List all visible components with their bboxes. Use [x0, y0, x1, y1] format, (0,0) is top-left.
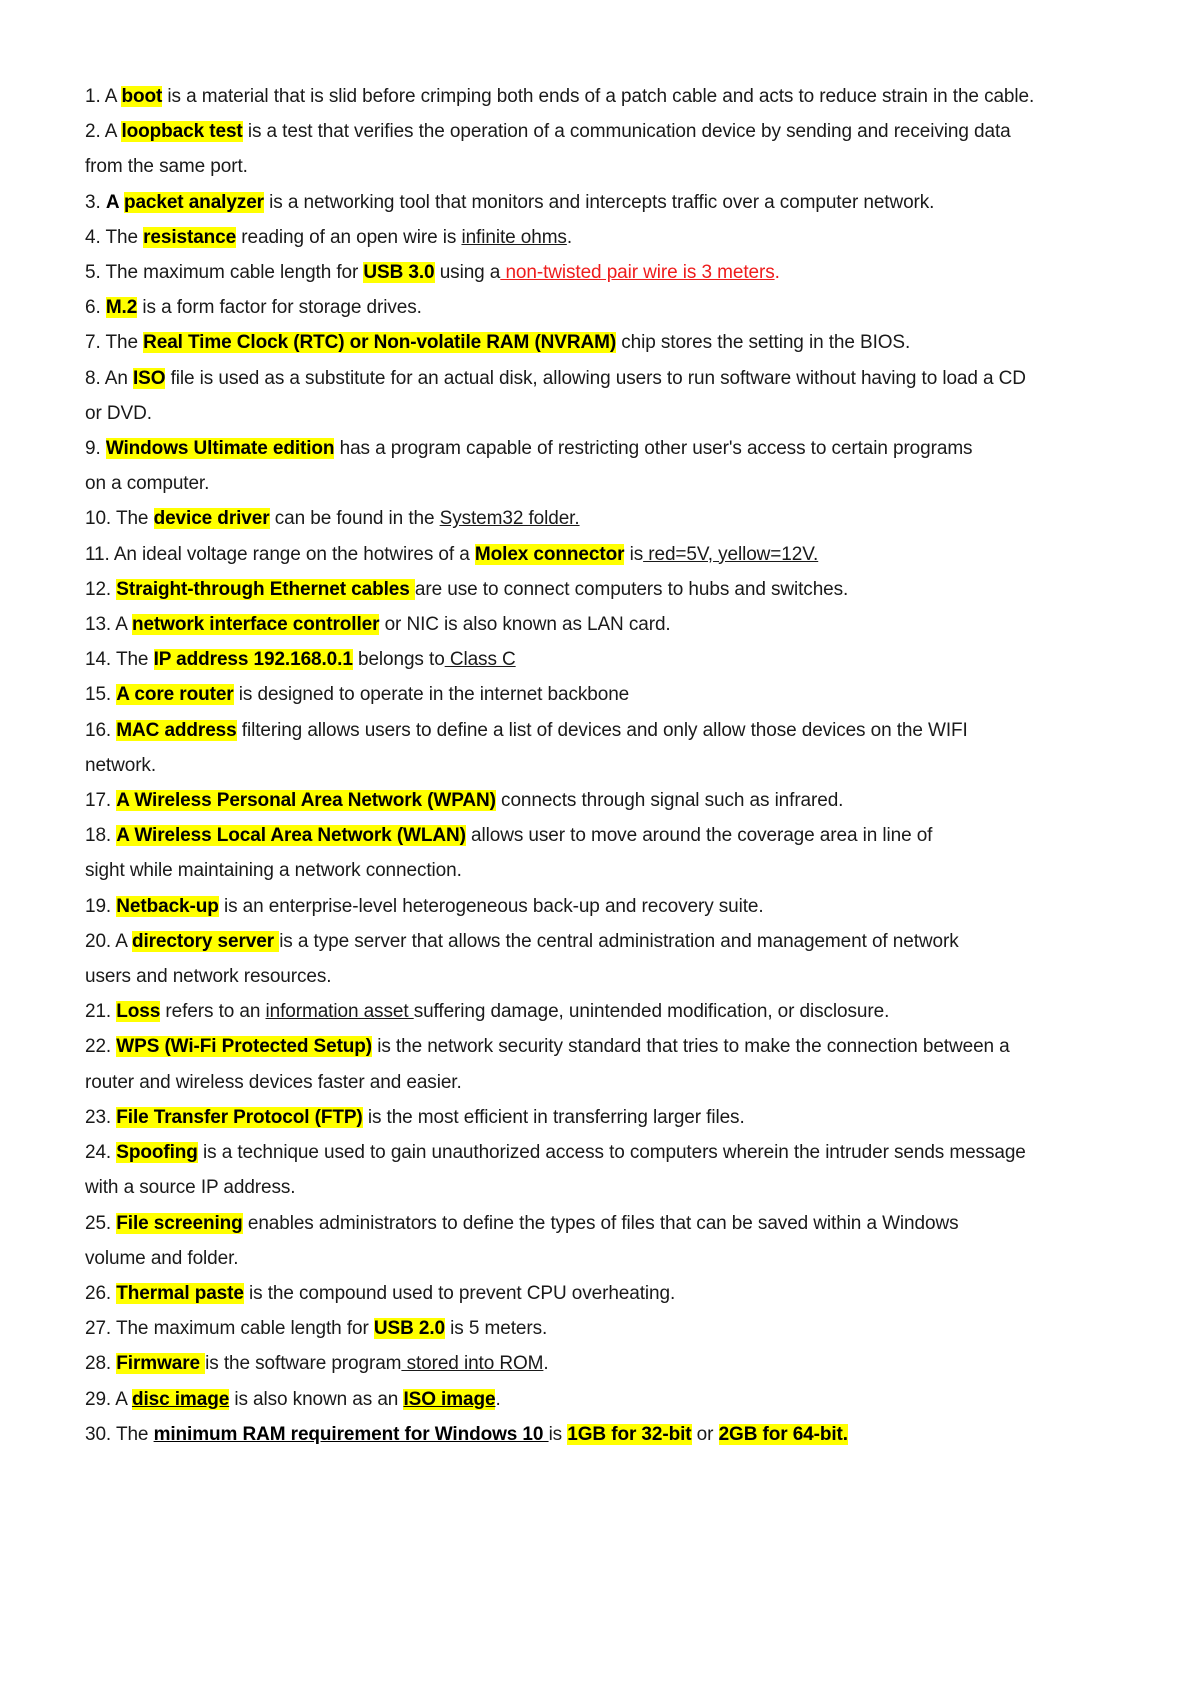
highlighted-term: directory server	[131, 930, 280, 952]
highlighted-term: File Transfer Protocol (FTP)	[116, 1106, 363, 1128]
document-line	[85, 853, 1140, 888]
text-run: is 5 meters.	[445, 1318, 548, 1340]
text-run: stored into ROM	[401, 1353, 544, 1375]
text-run: is the network security standard that tries to make the connection between a	[372, 1036, 1010, 1058]
text-run: information asset	[265, 1001, 414, 1023]
text-run: is an enterprise-level heterogeneous back-up and recovery suite.	[218, 895, 764, 917]
text-run: with a source IP address.	[85, 1177, 296, 1199]
text-run: 30. The	[85, 1423, 154, 1445]
highlighted-term: loopback test	[121, 121, 243, 143]
document-line	[85, 1276, 1140, 1311]
text-run: .	[543, 1353, 549, 1375]
text-run: network.	[85, 754, 157, 776]
text-run: allows user to move around the coverage area in line of	[465, 825, 933, 847]
highlighted-term: device driver	[153, 508, 270, 530]
document-line	[85, 1206, 1140, 1241]
document-line	[85, 677, 1140, 712]
text-run: volume and folder.	[85, 1247, 239, 1269]
text-run: 11. An ideal voltage range on the hotwires of a	[85, 543, 475, 565]
text-run: 1. A	[85, 86, 122, 107]
text-run: 26.	[85, 1282, 117, 1304]
document-line	[85, 79, 1140, 114]
text-run: using a	[434, 262, 501, 284]
text-run: 3.	[85, 191, 106, 213]
text-run: 28.	[85, 1353, 117, 1375]
text-run: 23.	[85, 1106, 117, 1128]
text-run: is	[548, 1423, 568, 1445]
text-run: 4. The	[85, 226, 144, 248]
document-line	[85, 1029, 1140, 1064]
text-run: 20. A	[85, 930, 132, 952]
text-run: .	[774, 262, 780, 284]
document-line	[85, 325, 1140, 360]
document-line	[85, 466, 1140, 501]
document-line	[85, 501, 1140, 536]
document-line	[85, 642, 1140, 677]
text-run: 8. An	[85, 367, 133, 389]
document-line	[85, 361, 1140, 396]
highlighted-term: Straight-through Ethernet cables	[116, 578, 415, 600]
text-run: 16.	[85, 719, 117, 741]
text-run: is the compound used to prevent CPU overheating.	[243, 1282, 676, 1304]
highlighted-term: ISO	[133, 367, 166, 389]
text-run: file is used as a substitute for an actual disk, allowing users to run software without having to load a CD	[165, 367, 1026, 389]
text-run: is a material that is slid before crimping both ends of a patch cable and acts to reduce strain in the cable.	[162, 86, 1035, 107]
highlighted-term: M.2	[105, 297, 138, 319]
text-run: has a program capable of restricting other user's access to certain programs	[334, 438, 973, 460]
highlighted-term: USB 3.0	[363, 262, 435, 284]
text-run: chip stores the setting in the BIOS.	[616, 332, 911, 354]
highlighted-term: Thermal paste	[116, 1282, 244, 1304]
text-run: is designed to operate in the internet backbone	[233, 684, 630, 706]
highlighted-term: resistance	[143, 226, 237, 248]
text-run: connects through signal such as infrared.	[495, 790, 844, 812]
highlighted-term: IP address 192.168.0.1	[153, 649, 353, 671]
document-line	[85, 114, 1140, 149]
text-run: A	[105, 191, 124, 213]
text-run: 10. The	[85, 508, 154, 530]
text-run: can be found in the	[269, 508, 440, 530]
highlighted-term: Spoofing	[116, 1142, 198, 1164]
document-line	[85, 1311, 1140, 1346]
text-run: are use to connect computers to hubs and switches.	[414, 578, 849, 600]
text-run: .	[495, 1388, 501, 1410]
text-run: users and network resources.	[85, 966, 332, 988]
highlighted-term: A Wireless Local Area Network (WLAN)	[116, 825, 466, 847]
text-run: red=5V, yellow=12V.	[643, 543, 819, 565]
text-run: non-twisted pair wire is 3 meters	[500, 262, 775, 284]
highlighted-term: Real Time Clock (RTC) or Non-volatile RAM (NVRAM)	[143, 332, 617, 354]
document-line	[85, 220, 1140, 255]
text-run: enables administrators to define the types of files that can be saved within a Windows	[242, 1212, 959, 1234]
highlighted-term: WPS (Wi-Fi Protected Setup)	[116, 1036, 373, 1058]
document-line	[85, 1170, 1140, 1205]
text-run: suffering damage, unintended modification, or disclosure.	[413, 1001, 890, 1023]
document-line	[85, 994, 1140, 1029]
document-line	[85, 149, 1140, 184]
text-run: is	[624, 543, 644, 565]
document-line	[85, 1135, 1140, 1170]
document-line	[85, 1417, 1140, 1452]
document-line	[85, 713, 1140, 748]
text-run: refers to an	[160, 1001, 266, 1023]
text-run: is also known as an	[229, 1388, 404, 1410]
text-run: or NIC is also known as LAN card.	[379, 614, 671, 636]
highlighted-term: File screening	[116, 1212, 243, 1234]
text-run: is a technique used to gain unauthorized access to computers wherein the intruder sends message	[197, 1142, 1026, 1164]
text-run: reading of an open wire is	[236, 226, 462, 248]
document-line	[85, 396, 1140, 431]
text-run: on a computer.	[85, 473, 210, 495]
text-run: 22.	[85, 1036, 117, 1058]
highlighted-term: boot	[121, 86, 163, 107]
document-line	[85, 185, 1140, 220]
text-run: 5. The maximum cable length for	[85, 262, 364, 284]
highlighted-term: 1GB for 32-bit	[567, 1423, 692, 1445]
highlighted-term: network interface controller	[131, 614, 380, 636]
text-run: belongs to	[352, 649, 445, 671]
text-run: 19.	[85, 895, 117, 917]
document-line	[85, 1241, 1140, 1276]
document-line	[85, 1100, 1140, 1135]
text-run: 25.	[85, 1212, 117, 1234]
document-line	[85, 1346, 1140, 1381]
document-line	[85, 889, 1140, 924]
text-run: 15.	[85, 684, 117, 706]
document-line	[85, 607, 1140, 642]
text-run: is a networking tool that monitors and intercepts traffic over a computer network.	[263, 191, 935, 213]
document-line	[85, 255, 1140, 290]
text-run: from the same port.	[85, 156, 248, 178]
document-line	[85, 924, 1140, 959]
text-run: 2. A	[85, 121, 122, 143]
highlighted-term: Windows Ultimate edition	[105, 438, 335, 460]
text-run: or DVD.	[85, 402, 152, 424]
highlighted-term: A core router	[116, 684, 234, 706]
text-run: is the most efficient in transferring larger files.	[362, 1106, 745, 1128]
document-line	[85, 783, 1140, 818]
text-run: 14. The	[85, 649, 154, 671]
text-run: 9.	[85, 438, 106, 460]
text-run: filtering allows users to define a list of devices and only allow those devices on the WIFI	[236, 719, 968, 741]
text-run: 6.	[85, 297, 106, 319]
text-run: router and wireless devices faster and easier.	[85, 1071, 462, 1093]
text-run: sight while maintaining a network connection.	[85, 860, 462, 882]
highlighted-term: USB 2.0	[373, 1318, 445, 1340]
text-run: 13. A	[85, 614, 132, 636]
text-run: is a form factor for storage drives.	[137, 297, 422, 319]
text-run: 29. A	[85, 1388, 132, 1410]
highlighted-term: packet analyzer	[123, 191, 264, 213]
document-line	[85, 818, 1140, 853]
text-run: 12.	[85, 578, 117, 600]
document-line	[85, 959, 1140, 994]
document-line	[85, 431, 1140, 466]
text-run: is the software program	[205, 1353, 402, 1375]
document-line	[85, 572, 1140, 607]
answer-list	[85, 79, 1140, 1452]
highlighted-term: Loss	[116, 1001, 161, 1023]
highlighted-term: ISO image	[403, 1388, 496, 1410]
highlighted-term: A Wireless Personal Area Network (WPAN)	[116, 790, 496, 812]
text-run: 18.	[85, 825, 117, 847]
text-run: infinite ohms	[461, 226, 567, 248]
document-line	[85, 537, 1140, 572]
text-run: is a test that verifies the operation of a communication device by sending and receiving data	[242, 121, 1011, 143]
text-run: 21.	[85, 1001, 117, 1023]
highlighted-term: disc image	[131, 1388, 230, 1410]
text-run: 24.	[85, 1142, 117, 1164]
highlighted-term: MAC address	[116, 719, 237, 741]
document-line	[85, 290, 1140, 325]
highlighted-term: 2GB for 64-bit.	[718, 1423, 848, 1445]
highlighted-term: Molex connector	[474, 543, 625, 565]
document-line	[85, 748, 1140, 783]
text-run: 7. The	[85, 332, 144, 354]
document-line	[85, 1065, 1140, 1100]
text-run: is a type server that allows the central administration and management of network	[279, 930, 959, 952]
text-run: minimum RAM requirement for Windows 10	[153, 1423, 549, 1445]
text-run: System32 folder.	[439, 508, 580, 530]
text-run: Class C	[444, 649, 516, 671]
text-run: 27. The maximum cable length for	[85, 1318, 374, 1340]
document-line	[85, 1382, 1140, 1417]
highlighted-term: Netback-up	[116, 895, 219, 917]
text-run: or	[691, 1423, 719, 1445]
text-run: .	[566, 226, 573, 248]
highlighted-term: Firmware	[116, 1353, 206, 1375]
text-run: 17.	[85, 790, 117, 812]
